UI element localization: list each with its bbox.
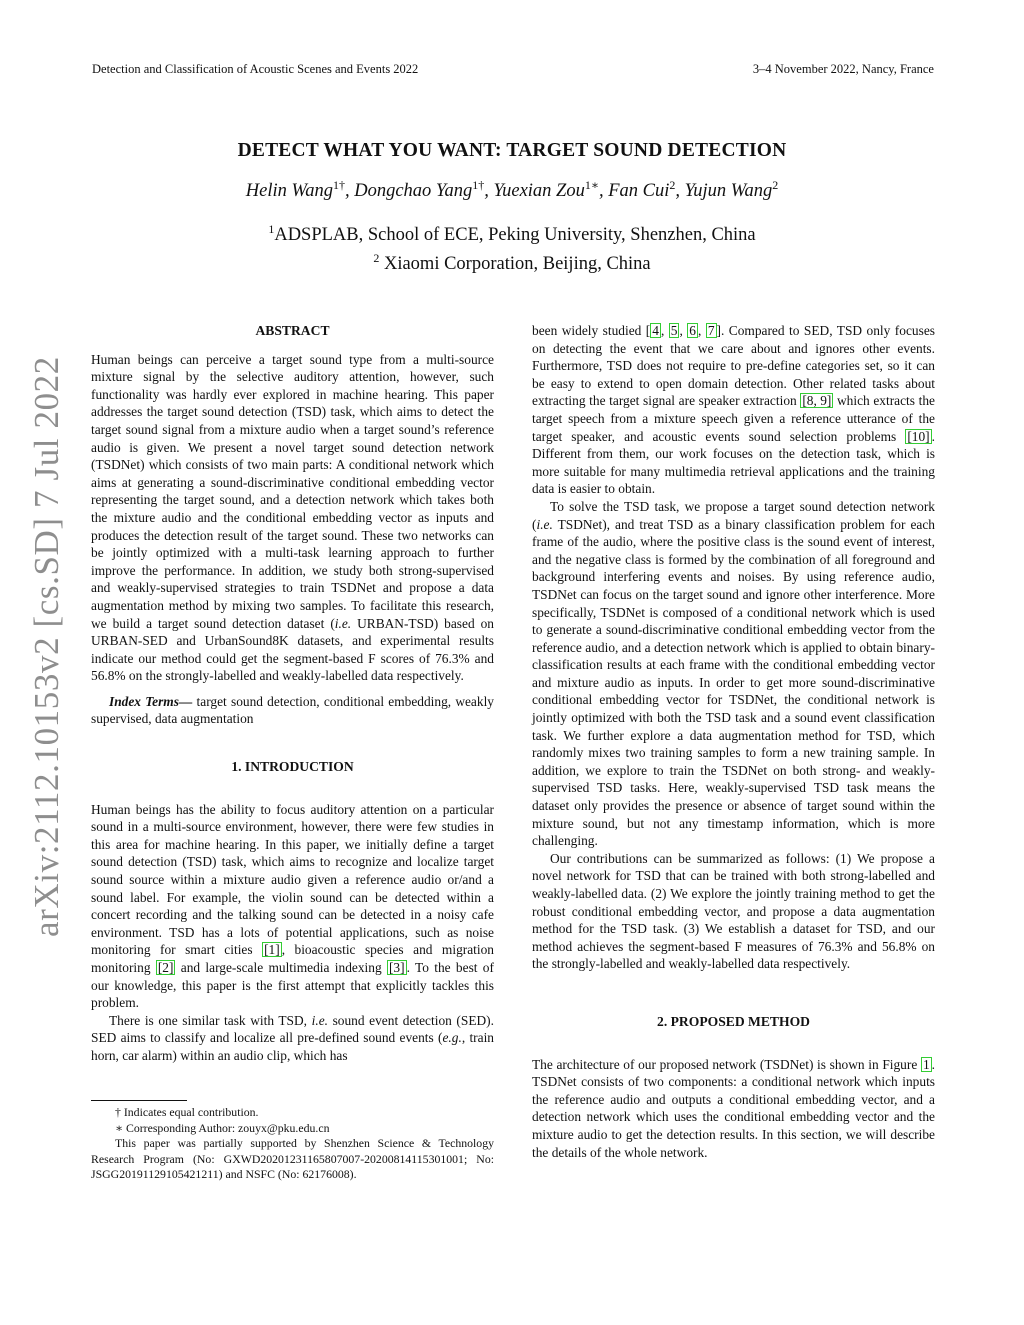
footnote-corresponding-author: ∗ Corresponding Author: zouyx@pku.edu.cn	[115, 1120, 330, 1135]
author-list	[0, 178, 1024, 202]
citation-link[interactable]: 7	[707, 323, 715, 338]
intro-paragraph-3: been widely studied [ 4 , 5 , 6 , 7 ]. Compared to SED, TSD only focuses on detecting the event that we care about and ignores other events. Furthermore, TSD does not require to pre-define categories set, so it can be easy to extend to open domain detection. Other related tasks about extracting the target signal are speaker extraction [8, 9] which extracts the target speech from a mixture speech given a reference utterance of the target speaker, and acoustic events sound selection problems [10] . Different from them, our work focuses on the detection task, which is more suitable for many multimedia retrieval applications and the training data is easier to obtain.	[532, 323, 935, 497]
contributions-paragraph: Our contributions can be summarized as follows: (1) We propose a novel network for TSD that can be trained with both strong-labelled and weakly-labelled data. (2) We explore the jointly training method to get the robust conditional embedding vector, and propose a data augmentation method for the TSD task. (3) We establish a dataset for TSD, and our method achieves the segment-based F measures of 76.3% and 56.8% on the strongly-labelled and weakly-labelled data respectively.	[532, 850, 935, 972]
header-venue: Detection and Classification of Acoustic Scenes and Events 2022	[92, 62, 419, 76]
figure-link[interactable]: 1	[922, 1056, 930, 1072]
author-name: Helin Wang	[245, 181, 333, 202]
title-block	[0, 140, 1024, 276]
author-mark: 1†	[332, 178, 345, 192]
right-column	[532, 322, 935, 1161]
author-separator: ,	[599, 181, 609, 202]
citation-link[interactable]: [8, 9]	[802, 393, 832, 409]
arxiv-side-stamp: arXiv:2112.10153v2 [cs.SD] 7 Jul 2022	[27, 356, 66, 937]
header-date-place: 3–4 November 2022, Nancy, France	[752, 62, 934, 76]
citation-link[interactable]: [3]	[388, 960, 405, 975]
citation-link[interactable]: 5	[670, 323, 678, 338]
paper-title: DETECT WHAT YOU WANT: TARGET SOUND DETECTION	[237, 140, 787, 161]
footnote-equal-contribution: † Indicates equal contribution.	[115, 1105, 259, 1119]
author-separator: ,	[484, 181, 494, 202]
author-separator: ,	[344, 181, 355, 202]
footnote-funding: This paper was partially supported by Shenzhen Science & Technology Research Program (No: GXWD20201231165807007-20200814115301001; No: JSGG20191129105421211) and NSFC (No: 62176008).	[91, 1136, 494, 1181]
citation-link[interactable]: 4	[652, 323, 659, 338]
author-separator: ,	[675, 181, 685, 202]
method-paragraph-1: The architecture of our proposed network (TSDNet) is shown in Figure 1 . TSDNet consists of two components: a conditional network which inputs the reference audio and outputs a conditional embedding vector, and a detection network which uses the conditional embedding vector and the mixture audio to get the detection results. In this section, we will describe the details of the whole network.	[532, 1056, 935, 1160]
affiliations	[0, 218, 1024, 276]
intro-paragraph-1: Human beings has the ability to focus auditory attention on a particular sound in a multi-source environment, however, there were few studies in this area for machine hearing. In this paper, we initially define a target sound detection (TSD) task, which aims to recognize and localize target sound source within a mixture audio given a reference audio or/and a sound label. For example, the violin sound can be detected within a concert recording and the talking sound can be detected in a noisy cafe environment. TSD has a lots of potential applications, such as noise monitoring for smart cities [1] , bioacoustic species and migration monitoring [2] and large-scale multimedia indexing [3] . To the best of our knowledge, this paper is the first attempt that explicitly tackles this problem.	[91, 801, 495, 1011]
author-mark: 2	[669, 178, 676, 192]
affiliation-text: Xiaomi Corporation, Beijing, China	[379, 254, 651, 275]
citation-link[interactable]: [1]	[264, 942, 280, 958]
author-name: Yuexian Zou	[493, 181, 585, 202]
left-column	[91, 322, 494, 1065]
author-mark: 2	[772, 178, 779, 192]
footnote-divider	[91, 1100, 187, 1101]
intro-paragraph-2: There is one similar task with TSD, i.e. sound event detection (SED). SED aims to classify and localize all pre-defined sound events (e.g., train horn, car alarm) within an audio clip, which has	[91, 1012, 494, 1063]
author-mark: 1†	[472, 178, 485, 192]
affiliation-1	[0, 218, 1024, 247]
running-header	[92, 62, 934, 77]
abstract-heading: ABSTRACT	[255, 323, 330, 338]
affiliation-2	[0, 247, 1024, 276]
affiliation-mark: 2	[373, 251, 380, 266]
citation-link[interactable]: [2]	[157, 960, 174, 975]
intro-paragraph-4: To solve the TSD task, we propose a target sound detection network (i.e. TSDNet), and treat TSD as a binary classification problem for each frame of the audio, where the positive class is the sound event of interest, and the negative class is formed by the combination of all foreground and background interfering events and noises. By using reference audio, TSDNet can focus on the target sound and ignore other interference. More specifically, TSDNet is composed of a conditional network which is used to generate a sound-discriminative conditional embedding vector from the reference audio, and a detection network which is applied to obtain binary-classification results at each frame with the conditional embedding vector and mixture audio as inputs. In order to get more sound-discriminative conditional embedding vector for TSDNet, the conditional network is jointly optimized with both the TSD task and a sound event classification task. We further explore a data augmentation method for TSD, which randomly mixes two training samples to form a new training sample. In addition, we explore to train the TSDNet on both strong- and weakly-supervised TSD tasks. Here, weakly-supervised TSD task means the dataset only provides the presence or absence of target sound within the mixture sound, but not any timestamp information, which is more challenging.	[532, 498, 935, 849]
index-terms: Index Terms— target sound detection, conditional embedding, weakly supervised, data augmentation	[91, 693, 494, 727]
affiliation-mark: 1	[268, 222, 275, 237]
author-mark: 1∗	[584, 178, 599, 192]
proposed-method-heading: 2. PROPOSED METHOD	[657, 1013, 810, 1029]
introduction-heading: 1. INTRODUCTION	[231, 759, 354, 775]
citation-link[interactable]: [10]	[907, 428, 930, 444]
citation-link[interactable]: 6	[689, 323, 696, 338]
author-name: Fan Cui	[608, 181, 670, 202]
footnotes	[91, 1100, 494, 1183]
author-name: Yujun Wang	[684, 181, 773, 202]
affiliation-text: ADSPLAB, School of ECE, Peking University, Shenzhen, China	[274, 225, 756, 246]
abstract-paragraph: Human beings can perceive a target sound type from a multi-source mixture signal by the selective auditory attention, however, such functionality was hardly ever explored in machine hearing. This paper addresses the target sound detection (TSD) task, which aims to detect the target sound signal from a mixture audio when a target sound’s reference audio is given. We present a novel target sound detection network (TSDNet) which consists of two main parts: A conditional network which aims at generating a sound-discriminative conditional embedding vector representing the target sound, and a detection network which takes both the mixture audio and the conditional embedding vector as inputs and produces the detection result of the target sound. These two networks can be jointly optimized with a multi-task learning approach to further improve the performance. In addition, we study both strong-supervised and weakly-supervised strategies to train TSDNet and propose a data augmentation method by mixing two samples. To facilitate this research, we build a target sound detection dataset (i.e. URBAN-TSD) based on URBAN-SED and UrbanSound8K datasets, and experimental results indicate our method could get the segment-based F scores of 76.3% and 56.8% on the strongly-labelled and weakly-labelled data respectively.	[91, 351, 494, 684]
author-name: Dongchao Yang	[354, 181, 473, 202]
